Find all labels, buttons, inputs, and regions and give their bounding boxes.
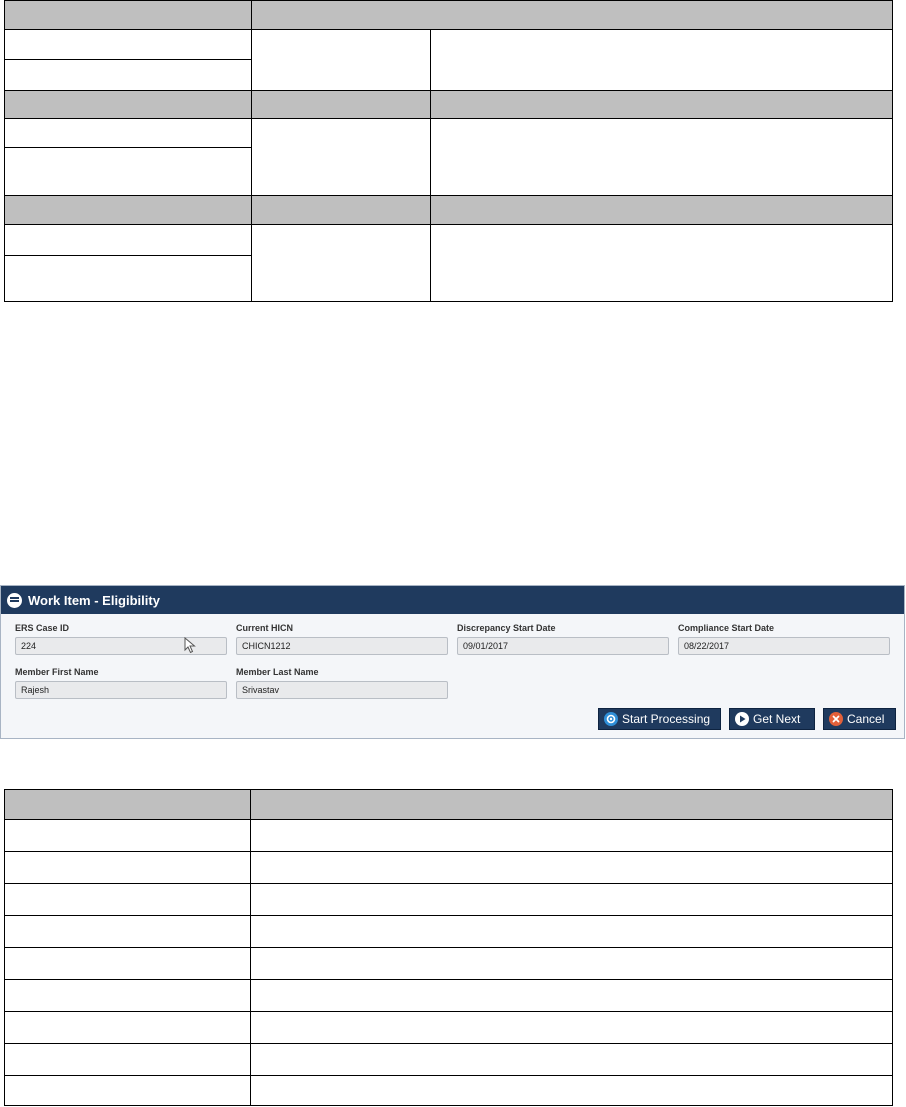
table-cell xyxy=(251,30,430,91)
current-hicn-label: Current HICN xyxy=(236,623,294,633)
table-cell xyxy=(5,119,251,147)
current-hicn-field[interactable]: CHICN1212 xyxy=(236,637,448,655)
table-header-cell xyxy=(430,196,892,225)
table-row xyxy=(5,915,892,948)
table-cell xyxy=(430,119,892,196)
table-row xyxy=(5,851,892,884)
table-cell xyxy=(250,1012,892,1044)
table-header-cell xyxy=(251,196,430,225)
table-header-cell xyxy=(251,1,892,29)
table-row xyxy=(5,1043,892,1076)
table-cell xyxy=(251,119,430,196)
table-row xyxy=(5,883,892,916)
table-header-cell xyxy=(5,1,251,29)
table-header-row xyxy=(5,790,892,819)
table-cell xyxy=(250,916,892,948)
member-last-name-field[interactable]: Srivastav xyxy=(236,681,448,699)
table-cell xyxy=(430,30,892,91)
cancel-label: Cancel xyxy=(847,712,885,726)
table-header-row xyxy=(5,195,892,225)
table-cell xyxy=(251,225,430,301)
bottom-table xyxy=(4,789,893,1106)
table-cell xyxy=(5,59,251,91)
discrepancy-start-date-field[interactable]: 09/01/2017 xyxy=(457,637,669,655)
mouse-cursor-icon xyxy=(184,637,196,654)
work-item-icon xyxy=(7,593,22,608)
compliance-start-date-label: Compliance Start Date xyxy=(678,623,775,633)
table-row-group xyxy=(5,29,892,91)
cancel-button[interactable] xyxy=(823,708,896,730)
work-item-panel xyxy=(0,585,905,739)
member-first-name-label: Member First Name xyxy=(15,667,99,677)
ers-case-id-field[interactable]: 224 xyxy=(15,637,227,655)
panel-title-bar xyxy=(1,586,904,614)
table-cell xyxy=(250,852,892,884)
table-header-row xyxy=(5,90,892,119)
table-row xyxy=(5,947,892,980)
member-first-name-field[interactable]: Rajesh xyxy=(15,681,227,699)
top-table xyxy=(4,0,893,302)
discrepancy-start-date-label: Discrepancy Start Date xyxy=(457,623,556,633)
cancel-icon xyxy=(829,712,843,726)
table-header-row xyxy=(5,1,892,29)
panel-title: Work Item - Eligibility xyxy=(28,592,160,608)
get-next-icon xyxy=(735,712,749,726)
table-cell xyxy=(250,980,892,1012)
table-row xyxy=(5,1075,892,1105)
table-cell xyxy=(5,255,251,301)
get-next-button[interactable] xyxy=(729,708,815,730)
table-row xyxy=(5,1011,892,1044)
table-cell xyxy=(250,820,892,852)
table-row xyxy=(5,979,892,1012)
table-cell xyxy=(430,225,892,301)
table-row xyxy=(5,819,892,852)
table-header-cell xyxy=(251,91,430,119)
table-cell xyxy=(250,948,892,980)
start-processing-icon xyxy=(604,712,618,726)
ers-case-id-label: ERS Case ID xyxy=(15,623,70,633)
compliance-start-date-field[interactable]: 08/22/2017 xyxy=(678,637,890,655)
table-cell xyxy=(5,147,251,196)
table-cell xyxy=(250,884,892,916)
get-next-label: Get Next xyxy=(753,712,801,726)
table-cell xyxy=(5,225,251,255)
table-cell xyxy=(5,30,251,59)
member-last-name-label: Member Last Name xyxy=(236,667,319,677)
start-processing-button[interactable] xyxy=(598,708,721,730)
table-row-group xyxy=(5,224,892,301)
start-processing-label: Start Processing xyxy=(622,712,711,726)
table-row-group xyxy=(5,118,892,196)
table-header-cell xyxy=(430,91,892,119)
table-header-cell xyxy=(250,790,892,819)
table-cell xyxy=(250,1044,892,1076)
table-cell xyxy=(250,1076,892,1105)
